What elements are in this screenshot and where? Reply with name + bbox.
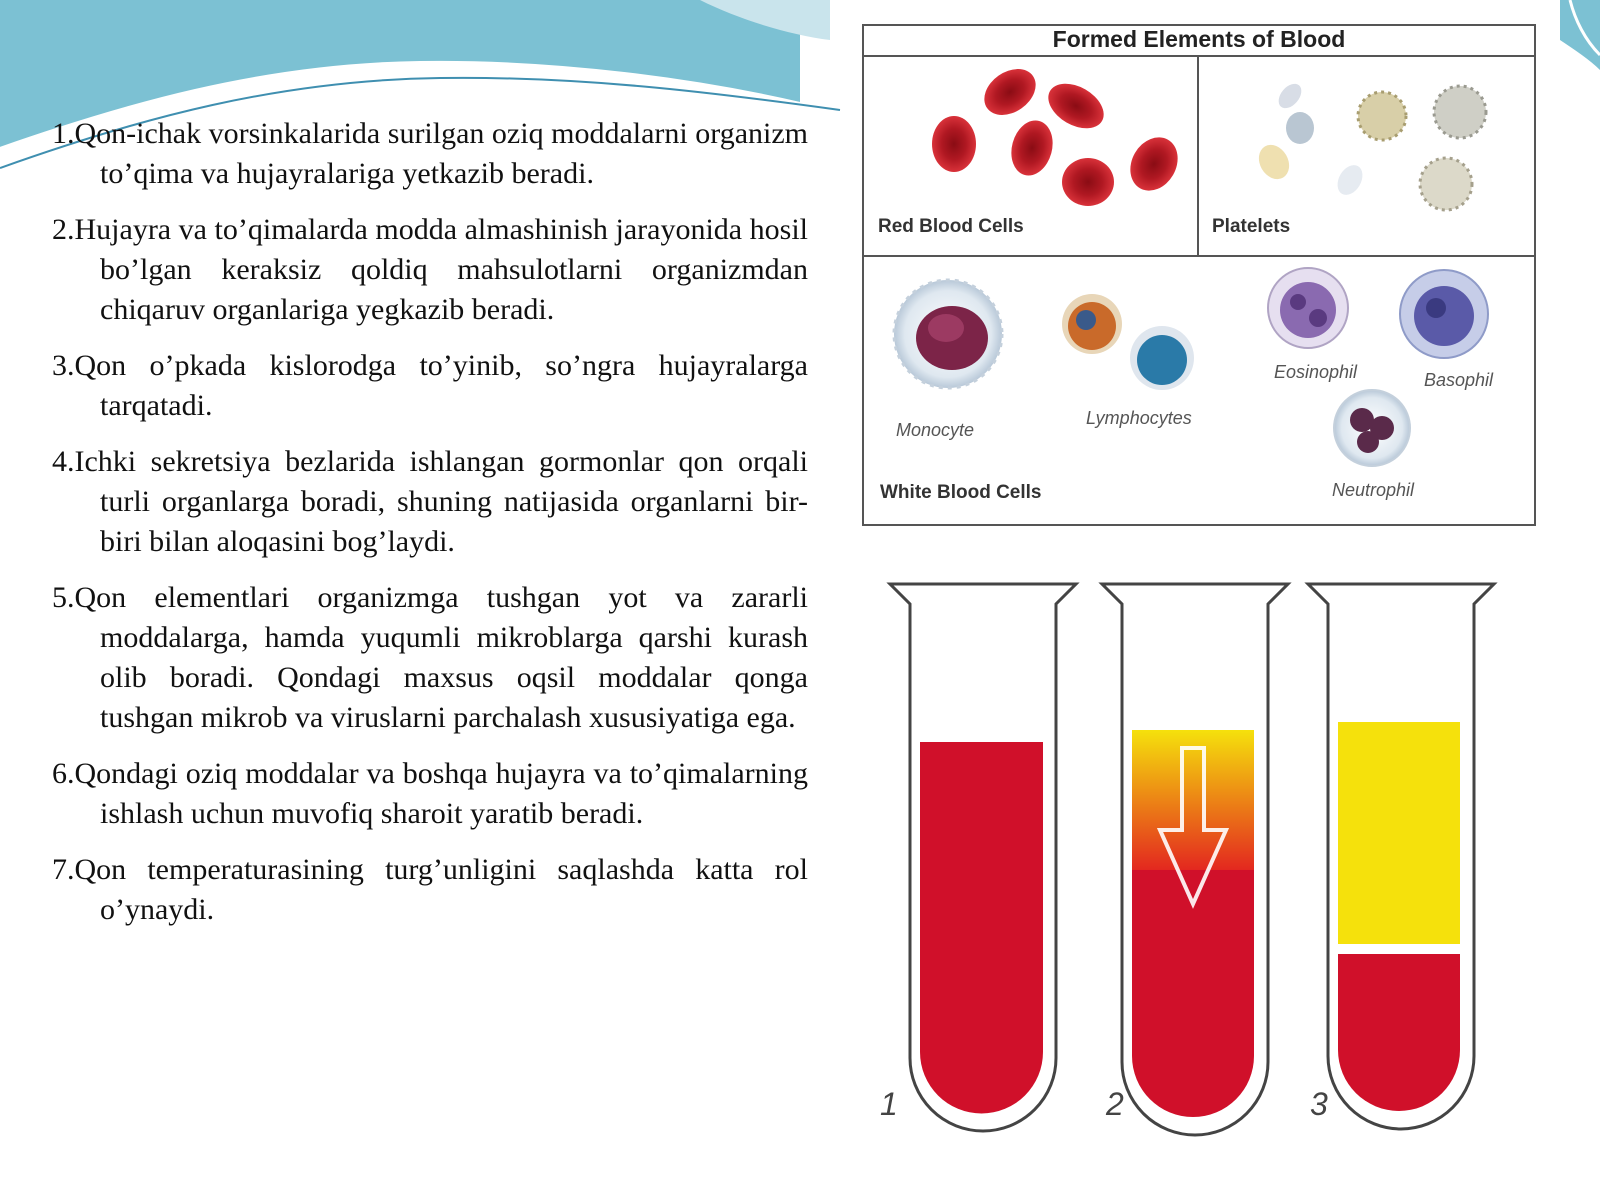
list-item: 7.Qon temperaturasining turg’unligini saqlashda katta rol o’ynaydi.: [52, 853, 808, 926]
monocyte-icon: [894, 280, 1002, 388]
test-tube-icon: [890, 584, 1076, 1131]
neutrophil-icon: [1334, 390, 1410, 466]
rbc-label: Red Blood Cells: [878, 216, 1024, 237]
list-item: 1.Qon-ichak vorsinkalarida surilgan oziq moddalarni organizm to’qima va hujayralariga yetkazib beradi.: [52, 117, 808, 190]
tube-label: 3: [1310, 1086, 1328, 1122]
list-item: 3.Qon o’pkada kislorodga to’yinib, so’ngra hujayralarga tarqatadi.: [52, 349, 808, 422]
test-tube-icon: [1308, 584, 1494, 1129]
basophil-icon: [1400, 270, 1488, 358]
platelets-label: Platelets: [1212, 216, 1291, 237]
test-tubes: [880, 580, 1540, 1160]
monocyte-label: Monocyte: [896, 420, 975, 440]
basophil-label: Basophil: [1424, 370, 1494, 390]
list-item: 4.Ichki sekretsiya bezlarida ishlangan gormonlar qon orqali turli organlarga boradi, shuning natijasida organlarni bir-biri bilan aloqasini bog’laydi.: [52, 445, 808, 558]
list-item: 5.Qon elementlari organizmga tushgan yot va zararli moddalarga, hamda yuqumli mikroblarga qarshi kurash olib boradi. Qondagi maxsus oqsil moddalar qonga tushgan mikrob va viruslarni parchalash xususiyatiga ega.: [52, 581, 808, 734]
list-item: 6.Qondagi oziq moddalar va boshqa hujayra va to’qimalarning ishlash uchun muvofiq sharoit yaratib beradi.: [52, 757, 808, 830]
blood-elements-figure: [862, 24, 1542, 528]
list-item: 2.Hujayra va to’qimalarda modda almashinish jarayonida hosil bo’lgan keraksiz qoldiq mahsulotlarni organizmdan chiqaruv organlariga yegkazib beradi.: [52, 213, 808, 326]
figure-title: Formed Elements of Blood: [1052, 26, 1346, 52]
tube-label: 1: [880, 1086, 898, 1122]
figure-frame: [862, 24, 1542, 528]
wbc-label: White Blood Cells: [880, 482, 1042, 503]
lymphocytes-label: Lymphocytes: [1086, 408, 1192, 428]
function-list: [52, 114, 808, 946]
neutrophil-label: Neutrophil: [1332, 480, 1415, 500]
eosinophil-label: Eosinophil: [1274, 362, 1358, 382]
eosinophil-icon: [1268, 268, 1348, 348]
test-tube-icon: [1102, 584, 1288, 1135]
tube-label: 2: [1106, 1086, 1124, 1122]
